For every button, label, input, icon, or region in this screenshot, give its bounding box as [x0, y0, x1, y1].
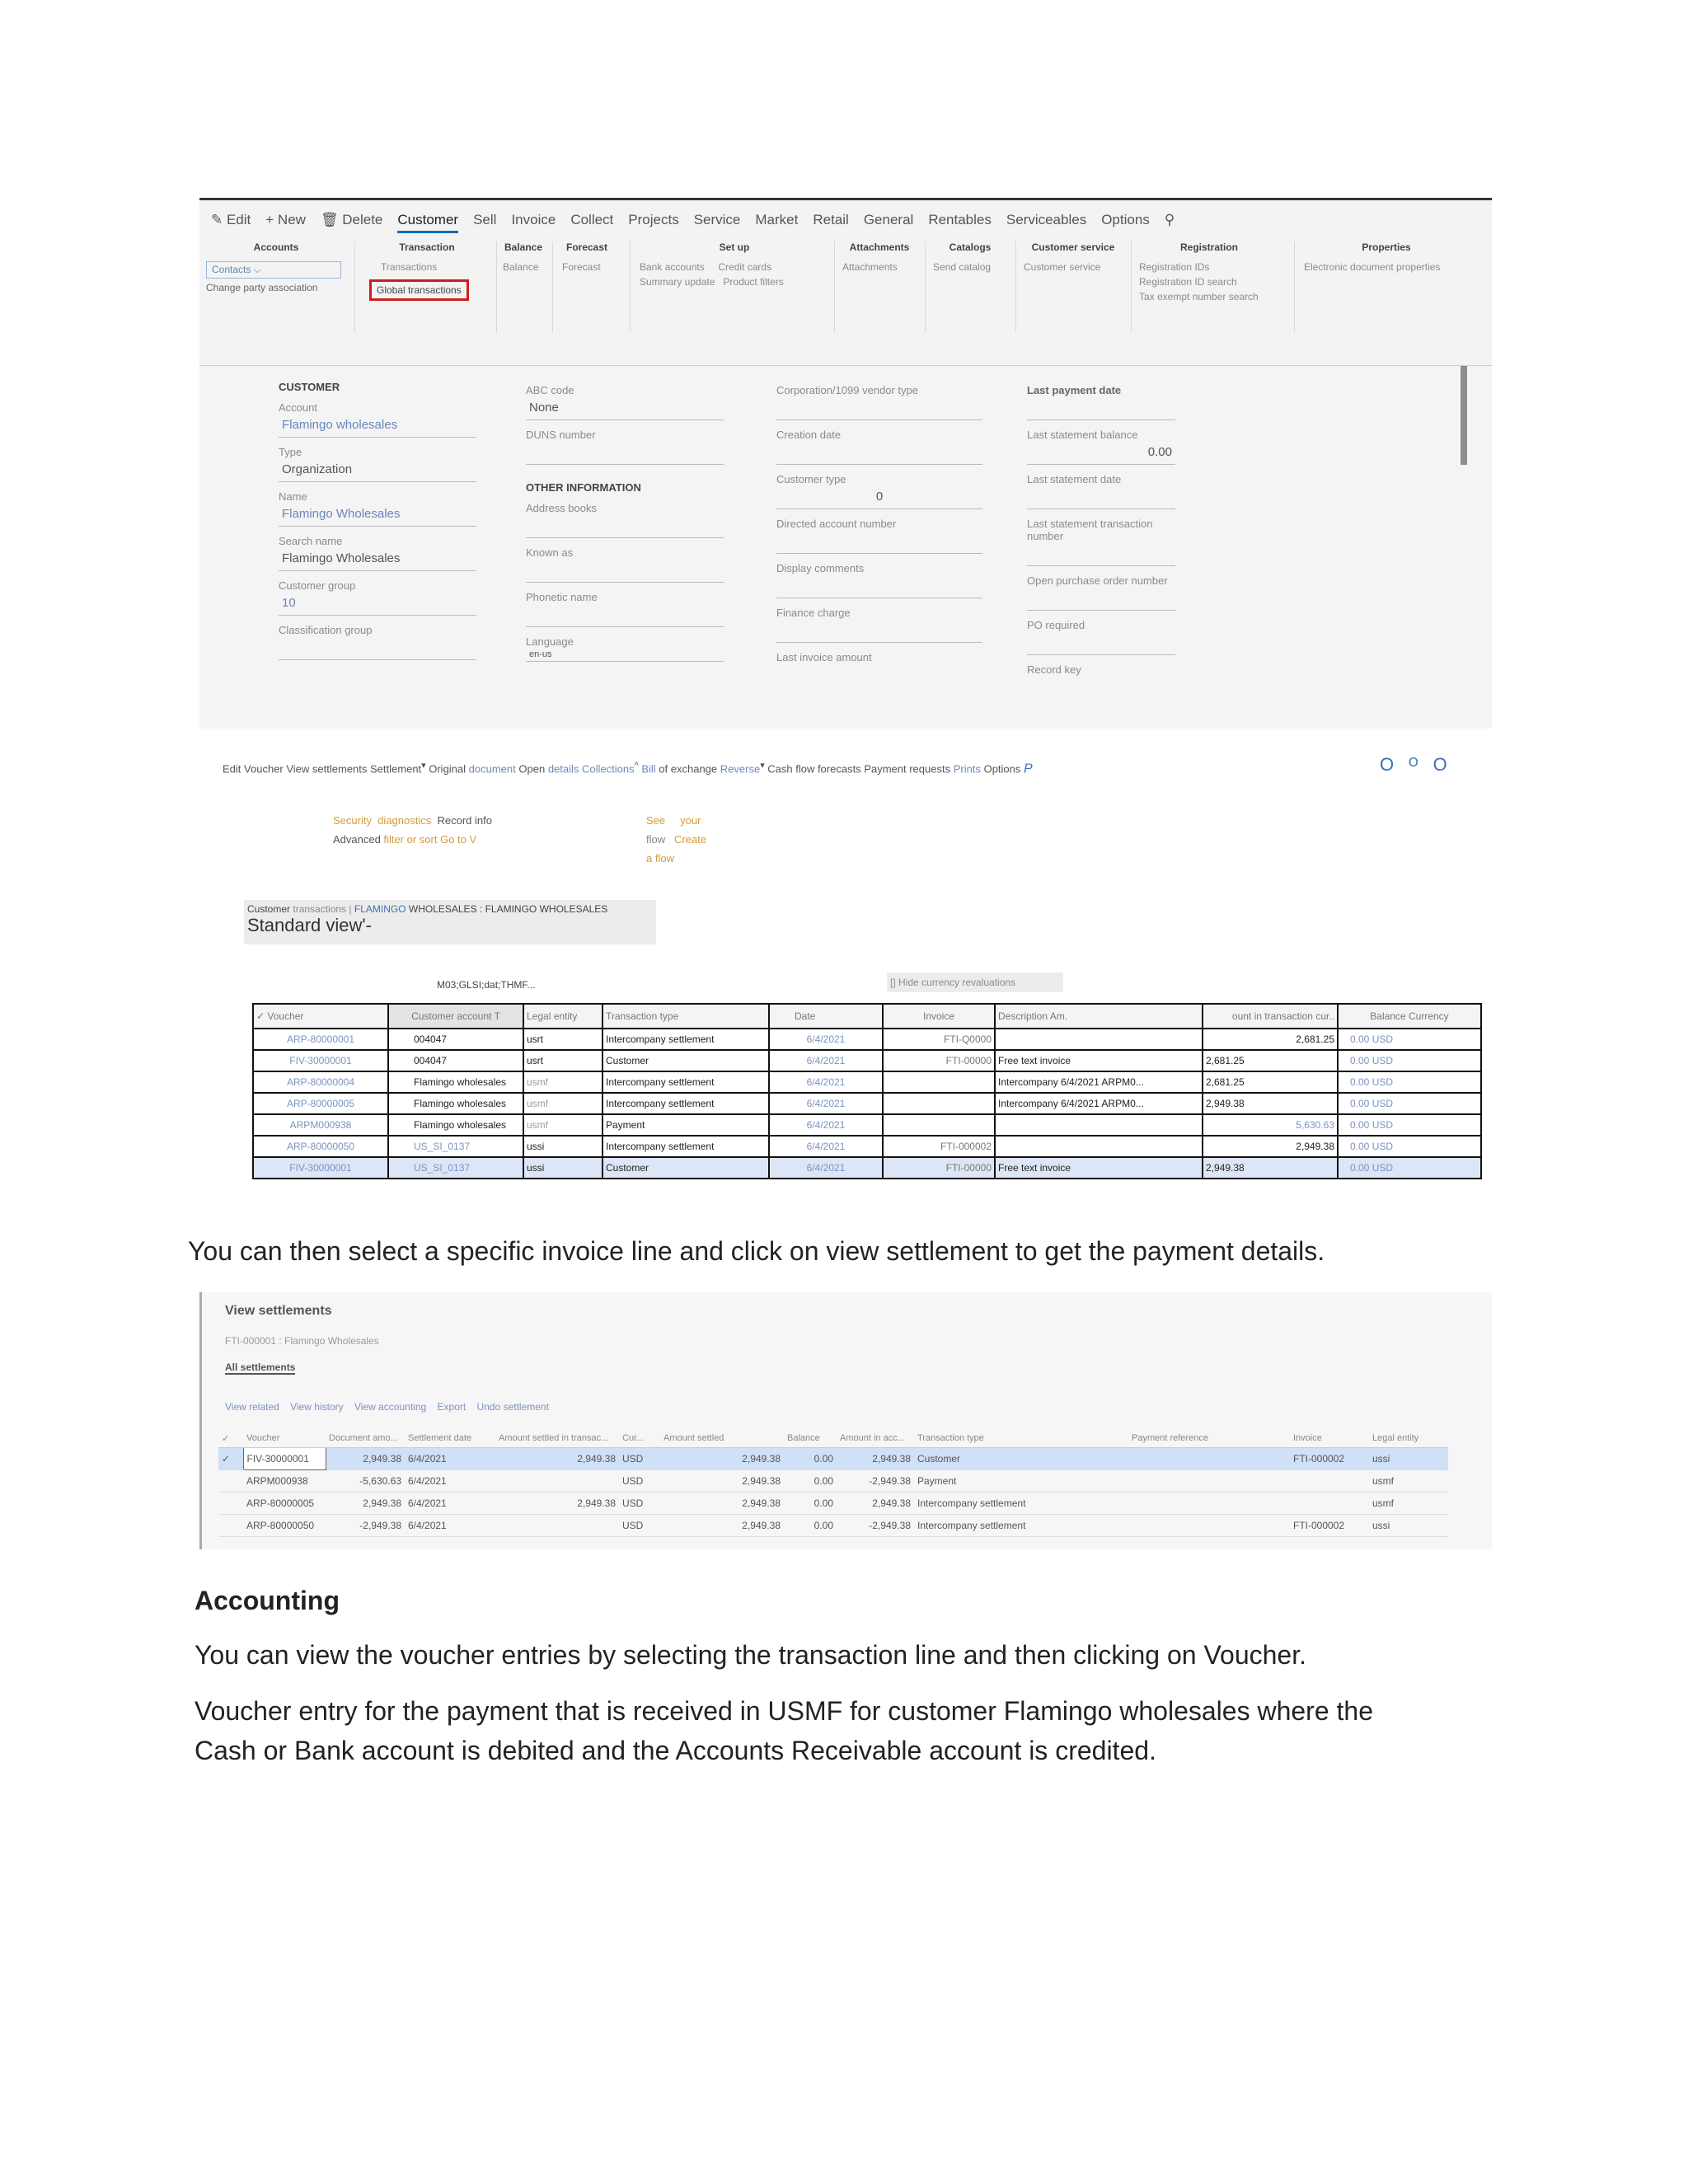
attachments-button[interactable]: Attachments — [842, 261, 898, 273]
col-amount-settled-tx[interactable]: Amount settled in transac... — [495, 1429, 619, 1448]
go-to-button[interactable]: Go to V — [440, 833, 477, 846]
col-entity[interactable]: Legal entity — [523, 1004, 603, 1029]
col-settlement-date[interactable]: Settlement date — [405, 1429, 495, 1448]
forecast-button[interactable]: Forecast — [562, 261, 601, 273]
balance-cell: 0.00 — [784, 1515, 837, 1537]
ribbon-groups — [199, 241, 1492, 340]
tab-all-settlements[interactable]: All settlements — [225, 1361, 296, 1373]
exchange-label[interactable]: of exchange — [659, 762, 718, 776]
row-checkbox[interactable] — [218, 1515, 243, 1537]
divider — [1015, 241, 1016, 332]
amount-cell: 2,949.38 — [1203, 1136, 1338, 1157]
col-description[interactable]: Description Am. — [995, 1004, 1203, 1029]
tab-invoice[interactable]: Invoice — [511, 212, 556, 227]
description-cell: Free text invoice — [995, 1157, 1203, 1179]
transactions-button[interactable]: Transactions — [381, 261, 438, 273]
balance-cell: 0.00 USD — [1338, 1050, 1481, 1071]
balance-cell: 0.00 USD — [1338, 1114, 1481, 1136]
table-row[interactable] — [253, 1029, 1481, 1050]
legal-entity-cell: usrt — [523, 1050, 603, 1071]
balance-cell: 0.00 USD — [1338, 1071, 1481, 1093]
table-row[interactable] — [253, 1071, 1481, 1093]
last-payment-field[interactable] — [1027, 396, 1175, 420]
edoc-properties-button[interactable]: Electronic document properties — [1304, 261, 1441, 273]
phonetic-name-field[interactable] — [526, 603, 724, 627]
document-button[interactable]: document — [468, 762, 516, 776]
tab-retail[interactable]: Retail — [813, 212, 849, 227]
settlements-table — [218, 1429, 1448, 1537]
col-amount-acc[interactable]: Amount in acc... — [837, 1429, 914, 1448]
customer-service-button[interactable]: Customer service — [1024, 261, 1101, 273]
invoice-cell: FTI-00000 — [883, 1157, 995, 1179]
balance-button[interactable]: Balance — [503, 261, 539, 273]
customer-account-cell: Flamingo wholesales — [388, 1114, 523, 1136]
col-voucher[interactable]: ✓ Voucher — [253, 1004, 388, 1029]
voucher-cell[interactable]: ARP-80000005 — [243, 1493, 326, 1515]
record-info-button[interactable]: Record info — [437, 814, 492, 827]
collections-menu[interactable]: Collections — [582, 762, 635, 776]
security-button[interactable]: Security — [333, 814, 372, 827]
invoice-cell: FTI-Q0000 — [883, 1029, 995, 1050]
search-icon[interactable]: ⚲ — [1164, 212, 1175, 227]
reverse-menu[interactable]: Reverse — [720, 762, 761, 776]
corp-type-field[interactable] — [776, 396, 982, 420]
bank-accounts-button[interactable]: Bank accounts — [640, 261, 705, 273]
group-properties: Properties Electronic document properties — [1304, 241, 1469, 276]
customer-type-field[interactable]: 0 — [776, 485, 982, 509]
document-amount-cell: 2,949.38 — [326, 1493, 405, 1515]
group-setup: Set up Bank accounts Credit cards Summary update Product filters — [640, 241, 784, 288]
tax-exempt-search-button[interactable]: Tax exempt number search — [1139, 291, 1259, 302]
customer-form — [199, 365, 1492, 729]
registration-search-button[interactable]: Registration ID search — [1139, 276, 1237, 288]
document-amount-cell: 2,949.38 — [326, 1448, 405, 1470]
settlement-menu[interactable]: Settlement — [370, 762, 422, 776]
voucher-cell[interactable]: ARP-80000050 — [243, 1515, 326, 1537]
document-amount-cell: -5,630.63 — [326, 1470, 405, 1493]
subgroup-row-1 — [333, 814, 492, 827]
po-required-field[interactable] — [1027, 631, 1175, 655]
col-legal-entity[interactable]: Legal entity — [1369, 1429, 1448, 1448]
credit-cards-button[interactable]: Credit cards — [718, 261, 772, 273]
amount-acc-cell: 2,949.38 — [837, 1493, 914, 1515]
tab-new[interactable]: + New — [265, 212, 306, 227]
filter-input[interactable]: M03;GLSI;dat;THMF... — [437, 979, 536, 991]
table-row[interactable] — [253, 1093, 1481, 1114]
legal-entity-cell: usmf — [1369, 1493, 1448, 1515]
group-accounts: Accounts Contacts ⌵ Change party association — [206, 241, 346, 297]
payment-requests-button[interactable]: Payment requests — [864, 762, 951, 776]
group-registration: Registration Registration IDs Registration ID search Tax exempt number search — [1139, 241, 1279, 306]
voucher-link[interactable]: FIV-30000001 — [253, 1157, 388, 1179]
divider — [552, 241, 553, 332]
voucher-link[interactable]: ARP-80000050 — [253, 1136, 388, 1157]
action-toolbar: Edit Voucher View settlements Settlement▾ Original document Open details Collections^ Bill of exchange Reverse▾ Cash flow forecasts Payment requests Prints Options P — [223, 761, 1033, 776]
voucher-cell[interactable]: ARPM000938 — [243, 1470, 326, 1493]
customer-account-cell: 004047 — [388, 1050, 523, 1071]
more-options-icon[interactable]: O ᴼ O — [1380, 754, 1452, 775]
chevron-down-icon: ⌵ — [253, 264, 261, 275]
invoice-cell: FTI-000002 — [1290, 1448, 1369, 1470]
settlement-date-cell: 6/4/2021 — [405, 1515, 495, 1537]
summary-update-button[interactable]: Summary update — [640, 276, 715, 288]
col-invoice[interactable]: Invoice — [883, 1004, 995, 1029]
name-field[interactable]: Flamingo Wholesales — [279, 503, 476, 527]
create-flow-button[interactable]: Create — [673, 833, 706, 846]
transaction-type-cell: Customer — [914, 1448, 1128, 1470]
table-row[interactable] — [253, 1050, 1481, 1071]
col-currency[interactable]: Cur... — [619, 1429, 660, 1448]
transaction-type-cell: Customer — [603, 1157, 769, 1179]
invoice-cell — [1290, 1470, 1369, 1493]
open-po-field[interactable] — [1027, 587, 1175, 611]
amount-settled-tx-cell: 2,949.38 — [495, 1493, 619, 1515]
table-row[interactable] — [253, 1114, 1481, 1136]
description-cell: Intercompany 6/4/2021 ARPM0... — [995, 1093, 1203, 1114]
paragraph-voucher-payment-2: Cash or Bank account is debited and the Accounts Receivable account is credited. — [195, 1736, 1156, 1765]
contacts-dropdown[interactable]: Contacts ⌵ — [206, 261, 341, 279]
legal-entity-cell: usmf — [523, 1071, 603, 1093]
amount-cell: 2,681.25 — [1203, 1071, 1338, 1093]
col-check[interactable]: ✓ — [218, 1429, 243, 1448]
breadcrumb: Customer transactions | FLAMINGO WHOLESALES : FLAMINGO WHOLESALES — [247, 903, 608, 915]
amount-acc-cell: -2,949.38 — [837, 1470, 914, 1493]
col-invoice[interactable]: Invoice — [1290, 1429, 1369, 1448]
settlements-header — [218, 1429, 1448, 1448]
transactions-table — [252, 1003, 1482, 1179]
your-label: your — [680, 814, 701, 827]
settlements-actions — [225, 1401, 549, 1413]
balance-cell: 0.00 USD — [1338, 1157, 1481, 1179]
last-balance-field[interactable]: 0.00 — [1027, 441, 1175, 465]
divider — [630, 241, 631, 332]
legal-entity-cell: usmf — [523, 1093, 603, 1114]
document-amount-cell: -2,949.38 — [326, 1515, 405, 1537]
directed-account-field[interactable] — [776, 530, 982, 554]
customer-account-cell: US_SI_0137 — [388, 1157, 523, 1179]
amount-settled-cell: 2,949.38 — [660, 1470, 784, 1493]
group-balance: Balance Balance — [503, 241, 543, 273]
divider — [496, 241, 497, 332]
view-settlements-button[interactable]: View settlements — [286, 762, 368, 776]
form-column-statement: Last payment date Last statement balance 0.00 Last statement date Last statement transaction number Open purchase order number PO required Record key — [1027, 376, 1175, 676]
a-flow-label: a flow — [646, 852, 674, 865]
amount-cell: 5,630.63 — [1203, 1114, 1338, 1136]
date-cell: 6/4/2021 — [769, 1093, 883, 1114]
legal-entity-cell: ussi — [1369, 1448, 1448, 1470]
tab-delete[interactable]: 🗑 Delete — [320, 212, 383, 227]
legal-entity-cell: ussi — [1369, 1515, 1448, 1537]
currency-cell: USD — [619, 1515, 660, 1537]
amount-settled-cell: 2,949.38 — [660, 1493, 784, 1515]
open-button[interactable]: Open — [518, 762, 546, 776]
group-catalogs: Catalogs Send catalog — [933, 241, 1007, 276]
account-field[interactable]: Flamingo wholesales — [279, 414, 476, 438]
product-filters-button[interactable]: Product filters — [723, 276, 784, 288]
view-selector[interactable]: Standard view'- — [247, 915, 372, 935]
amount-settled-tx-cell — [495, 1515, 619, 1537]
paragraph-select-invoice: You can then select a specific invoice line and click on view settlement to get the payment details. — [188, 1236, 1325, 1266]
divider — [925, 241, 926, 332]
known-as-field[interactable] — [526, 559, 724, 583]
divider — [1131, 241, 1132, 332]
classification-field[interactable] — [279, 636, 476, 660]
tab-projects[interactable]: Projects — [628, 212, 679, 227]
divider — [354, 241, 355, 332]
voucher-link[interactable]: ARP-80000001 — [253, 1029, 388, 1050]
table-row[interactable] — [253, 1157, 1481, 1179]
display-comments-field[interactable] — [776, 574, 982, 598]
balance-cell: 0.00 USD — [1338, 1093, 1481, 1114]
invoice-cell: FTI-000002 — [883, 1136, 995, 1157]
row-checkbox[interactable] — [218, 1470, 243, 1493]
tab-customer[interactable]: Customer — [397, 212, 458, 233]
group-forecast: Forecast Forecast — [562, 241, 612, 276]
legal-entity-cell: usmf — [523, 1114, 603, 1136]
customer-group-field[interactable]: 10 — [279, 592, 476, 616]
col-date[interactable]: Date — [769, 1004, 883, 1029]
grid-heading — [244, 900, 656, 944]
options-menu[interactable]: Options — [983, 762, 1021, 776]
tab-options[interactable]: Options — [1101, 212, 1150, 227]
legal-entity-cell: ussi — [523, 1157, 603, 1179]
balance-cell: 0.00 — [784, 1448, 837, 1470]
view-history-button[interactable]: View history — [290, 1401, 344, 1413]
amount-settled-tx-cell — [495, 1470, 619, 1493]
tab-edit[interactable]: ✎ Edit — [211, 212, 251, 227]
edit-button[interactable]: Edit — [223, 762, 241, 776]
col-balance[interactable]: Balance — [784, 1429, 837, 1448]
divider — [834, 241, 835, 332]
voucher-cell[interactable]: FIV-30000001 — [243, 1448, 326, 1470]
tab-general[interactable]: General — [863, 212, 914, 227]
balance-cell: 0.00 — [784, 1493, 837, 1515]
invoice-cell — [883, 1093, 995, 1114]
paragraph-voucher-payment-1: Voucher entry for the payment that is received in USMF for customer Flamingo wholesales where the — [195, 1696, 1373, 1726]
amount-settled-tx-cell: 2,949.38 — [495, 1448, 619, 1470]
table-header — [253, 1004, 1481, 1029]
amount-settled-cell: 2,949.38 — [660, 1448, 784, 1470]
form-column-customer: CUSTOMER Account Flamingo wholesales Type Organization Name Flamingo Wholesales Search name Flamingo Wholesales Customer group 10 Classification group — [279, 376, 476, 660]
settlement-row[interactable] — [218, 1515, 1448, 1537]
customer-account-cell: US_SI_0137 — [388, 1136, 523, 1157]
voucher-link[interactable]: ARP-80000005 — [253, 1093, 388, 1114]
transaction-type-cell: Intercompany settlement — [603, 1071, 769, 1093]
settlement-row[interactable] — [218, 1493, 1448, 1515]
search-icon[interactable]: P — [1024, 762, 1033, 776]
transaction-type-cell: Intercompany settlement — [603, 1136, 769, 1157]
diagnostics-button[interactable]: diagnostics — [377, 814, 432, 827]
accounting-heading: Accounting — [195, 1586, 340, 1615]
hide-currency-checkbox[interactable]: [] Hide currency revaluations — [887, 972, 1063, 992]
legal-entity-cell: usmf — [1369, 1470, 1448, 1493]
legal-entity-cell: usrt — [523, 1029, 603, 1050]
view-related-button[interactable]: View related — [225, 1401, 279, 1413]
payment-reference-cell — [1128, 1470, 1290, 1493]
voucher-link[interactable]: ARPM000938 — [253, 1114, 388, 1136]
balance-cell: 0.00 USD — [1338, 1029, 1481, 1050]
voucher-button[interactable]: Voucher — [244, 762, 284, 776]
date-cell: 6/4/2021 — [769, 1050, 883, 1071]
date-cell: 6/4/2021 — [769, 1114, 883, 1136]
date-cell: 6/4/2021 — [769, 1136, 883, 1157]
tab-collect[interactable]: Collect — [570, 212, 614, 227]
invoice-cell — [883, 1114, 995, 1136]
settlement-date-cell: 6/4/2021 — [405, 1448, 495, 1470]
col-amount[interactable]: ount in transaction cur.. — [1203, 1004, 1338, 1029]
filter-sort-button[interactable]: filter or sort — [383, 833, 438, 846]
paragraph-voucher-entries: You can view the voucher entries by selecting the transaction line and then clicking on Voucher. — [195, 1640, 1306, 1670]
bill-menu[interactable]: Bill — [641, 762, 656, 776]
col-account[interactable]: Customer account T — [388, 1004, 523, 1029]
undo-settlement-button[interactable]: Undo settlement — [476, 1401, 549, 1413]
form-column-misc: Corporation/1099 vendor type Creation date Customer type 0 Directed account number Display comments Finance charge Last invoice amount — [776, 376, 982, 663]
last-statement-tx-field[interactable] — [1027, 542, 1175, 566]
currency-cell: USD — [619, 1448, 660, 1470]
amount-cell: 2,949.38 — [1203, 1093, 1338, 1114]
balance-cell: 0.00 USD — [1338, 1136, 1481, 1157]
creation-date-field[interactable] — [776, 441, 982, 465]
voucher-link[interactable]: FIV-30000001 — [253, 1050, 388, 1071]
description-cell — [995, 1114, 1203, 1136]
settlement-date-cell: 6/4/2021 — [405, 1470, 495, 1493]
payment-reference-cell — [1128, 1515, 1290, 1537]
tab-rentables[interactable]: Rentables — [928, 212, 992, 227]
transaction-type-cell: Payment — [603, 1114, 769, 1136]
original-button[interactable]: Original — [429, 762, 467, 776]
flow-group — [646, 814, 701, 827]
tab-serviceables[interactable]: Serviceables — [1006, 212, 1087, 227]
transaction-type-cell: Intercompany settlement — [603, 1029, 769, 1050]
transaction-type-cell: Intercompany settlement — [914, 1493, 1128, 1515]
flow-label: flow — [646, 833, 666, 846]
payment-reference-cell — [1128, 1493, 1290, 1515]
abc-code-field[interactable]: None — [526, 396, 724, 420]
col-transaction-type[interactable]: Transaction type — [914, 1429, 1128, 1448]
group-customer-service: Customer service Customer service — [1024, 241, 1123, 276]
settlements-subtitle: FTI-000001 : Flamingo Wholesales — [225, 1335, 379, 1347]
view-settlements-screenshot — [199, 1292, 1492, 1549]
view-accounting-button[interactable]: View accounting — [354, 1401, 427, 1413]
settlement-row[interactable] — [218, 1470, 1448, 1493]
payment-reference-cell — [1128, 1448, 1290, 1470]
divider — [1294, 241, 1295, 332]
group-transaction: Transaction Transactions Global transactions — [361, 241, 493, 304]
flow-group-3 — [646, 852, 674, 865]
col-amount-settled[interactable]: Amount settled — [660, 1429, 784, 1448]
currency-cell: USD — [619, 1470, 660, 1493]
col-voucher[interactable]: Voucher — [243, 1429, 326, 1448]
tab-sell[interactable]: Sell — [473, 212, 497, 227]
subgroup-row-2 — [333, 833, 476, 846]
col-type[interactable]: Transaction type — [603, 1004, 769, 1029]
scrollbar[interactable] — [1461, 366, 1467, 465]
transaction-type-cell: Intercompany settlement — [914, 1515, 1128, 1537]
search-name-field[interactable]: Flamingo Wholesales — [279, 547, 476, 571]
last-statement-date-field[interactable] — [1027, 485, 1175, 509]
tab-service[interactable]: Service — [693, 212, 741, 227]
amount-acc-cell: 2,949.38 — [837, 1448, 914, 1470]
invoice-cell — [883, 1071, 995, 1093]
tab-market[interactable]: Market — [755, 212, 799, 227]
ribbon-tabs — [211, 212, 1175, 233]
advanced-label: Advanced — [333, 833, 381, 846]
details-button[interactable]: details — [547, 762, 579, 776]
col-balance[interactable]: Balance Currency — [1338, 1004, 1481, 1029]
form-column-other: ABC code None DUNS number OTHER INFORMATION Address books Known as Phonetic name Language en-us — [526, 376, 724, 662]
export-button[interactable]: Export — [437, 1401, 467, 1413]
settlements-title: View settlements — [225, 1304, 332, 1318]
customer-account-cell: Flamingo wholesales — [388, 1093, 523, 1114]
send-catalog-button[interactable]: Send catalog — [933, 261, 992, 273]
finance-charge-field[interactable] — [776, 619, 982, 643]
transaction-type-cell: Customer — [603, 1050, 769, 1071]
cash-flow-button[interactable]: Cash flow forecasts — [767, 762, 861, 776]
customer-account-cell: Flamingo wholesales — [388, 1071, 523, 1093]
currency-cell: USD — [619, 1493, 660, 1515]
prints-menu[interactable]: Prints — [953, 762, 981, 776]
date-cell: 6/4/2021 — [769, 1157, 883, 1179]
description-cell — [995, 1136, 1203, 1157]
description-cell: Intercompany 6/4/2021 ARPM0... — [995, 1071, 1203, 1093]
customer-account-cell: 004047 — [388, 1029, 523, 1050]
legal-entity-cell: ussi — [523, 1136, 603, 1157]
amount-cell: 2,949.38 — [1203, 1157, 1338, 1179]
col-document-amount[interactable]: Document amo... — [326, 1429, 405, 1448]
type-field[interactable]: Organization — [279, 458, 476, 482]
amount-acc-cell: -2,949.38 — [837, 1515, 914, 1537]
description-cell — [995, 1029, 1203, 1050]
change-party-button[interactable]: Change party association — [206, 282, 318, 293]
see-label: See — [646, 814, 666, 827]
customer-screenshot — [199, 198, 1492, 725]
date-cell: 6/4/2021 — [769, 1071, 883, 1093]
invoice-cell: FTI-00000 — [883, 1050, 995, 1071]
transaction-type-cell: Intercompany settlement — [603, 1093, 769, 1114]
group-attachments: Attachments Attachments — [842, 241, 917, 276]
balance-cell: 0.00 — [784, 1470, 837, 1493]
flow-group-2 — [646, 833, 706, 846]
invoice-cell: FTI-000002 — [1290, 1515, 1369, 1537]
registration-ids-button[interactable]: Registration IDs — [1139, 261, 1210, 273]
duns-field[interactable] — [526, 441, 724, 465]
row-checkbox[interactable] — [218, 1493, 243, 1515]
amount-cell: 2,681.25 — [1203, 1050, 1338, 1071]
invoice-cell — [1290, 1493, 1369, 1515]
row-checkbox[interactable]: ✓ — [218, 1448, 243, 1470]
language-field[interactable]: en-us — [526, 648, 724, 662]
amount-settled-cell: 2,949.38 — [660, 1515, 784, 1537]
description-cell: Free text invoice — [995, 1050, 1203, 1071]
amount-cell: 2,681.25 — [1203, 1029, 1338, 1050]
address-books-field[interactable] — [526, 514, 724, 538]
global-transactions-button[interactable]: Global transactions — [369, 279, 469, 301]
voucher-link[interactable]: ARP-80000004 — [253, 1071, 388, 1093]
col-payment-reference[interactable]: Payment reference — [1128, 1429, 1290, 1448]
transaction-type-cell: Payment — [914, 1470, 1128, 1493]
settlement-row[interactable] — [218, 1448, 1448, 1470]
table-row[interactable] — [253, 1136, 1481, 1157]
date-cell: 6/4/2021 — [769, 1029, 883, 1050]
settlement-date-cell: 6/4/2021 — [405, 1493, 495, 1515]
